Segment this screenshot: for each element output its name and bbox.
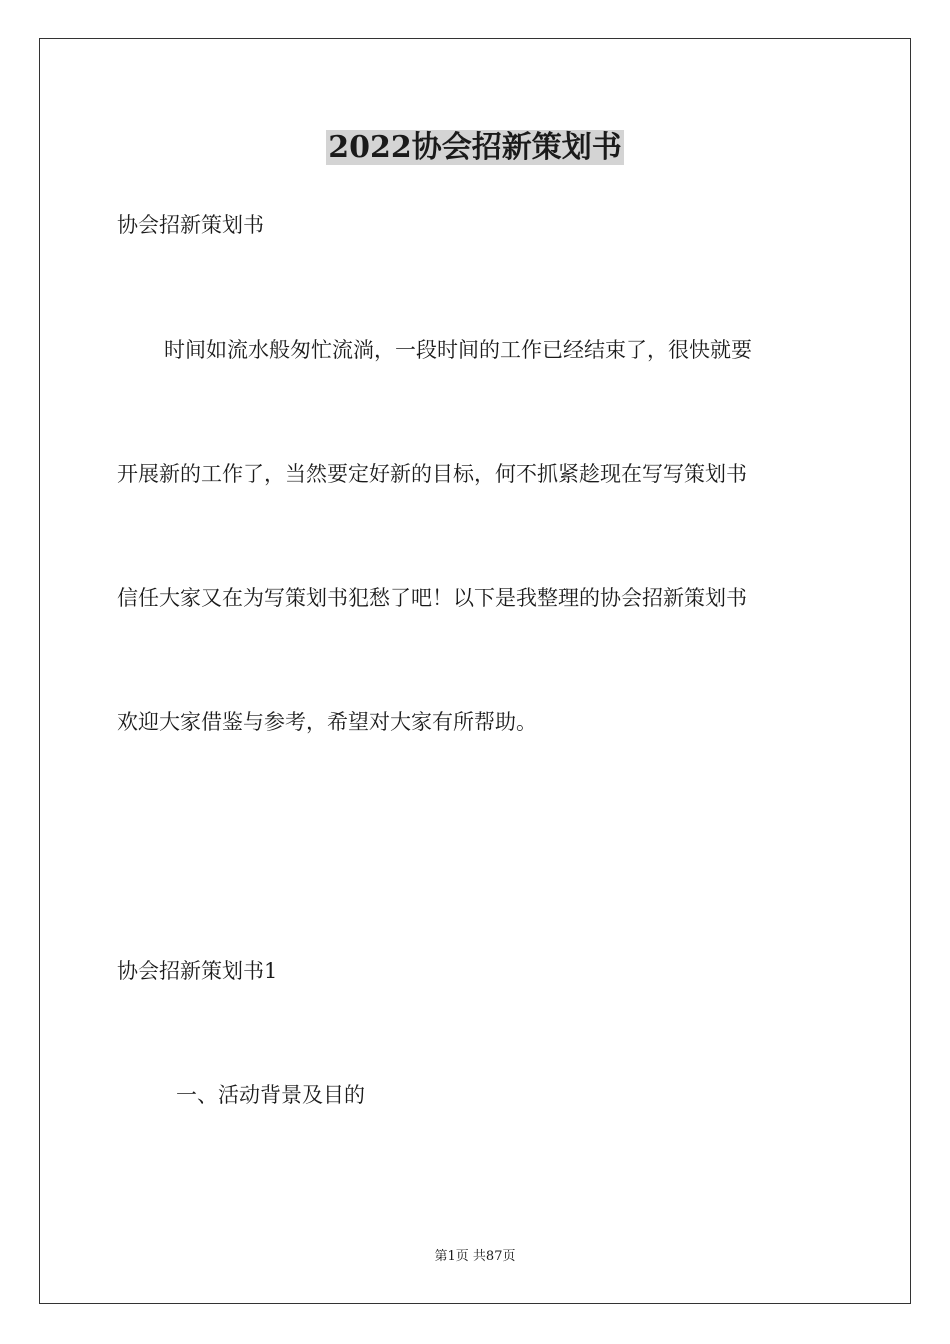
intro-line-4: 欢迎大家借鉴与参考，希望对大家有所帮助。: [117, 710, 537, 734]
page-footer: 第1页 共87页: [434, 1249, 516, 1264]
document-title: [0, 128, 950, 168]
section-heading: 一、活动背景及目的: [176, 1083, 365, 1107]
section-title: 协会招新策划书1: [117, 959, 278, 983]
intro-line-2: 开展新的工作了，当然要定好新的目标，何不抓紧趁现在写写策划书: [117, 462, 747, 486]
intro-line-3: 信任大家又在为写策划书犯愁了吧！以下是我整理的协会招新策划书: [117, 586, 747, 610]
document-subtitle: 协会招新策划书: [117, 213, 264, 237]
document-title-text: 2022协会招新策划书: [328, 130, 622, 165]
intro-line-1: 时间如流水般匆忙流淌，一段时间的工作已经结束了，很快就要: [164, 338, 752, 362]
